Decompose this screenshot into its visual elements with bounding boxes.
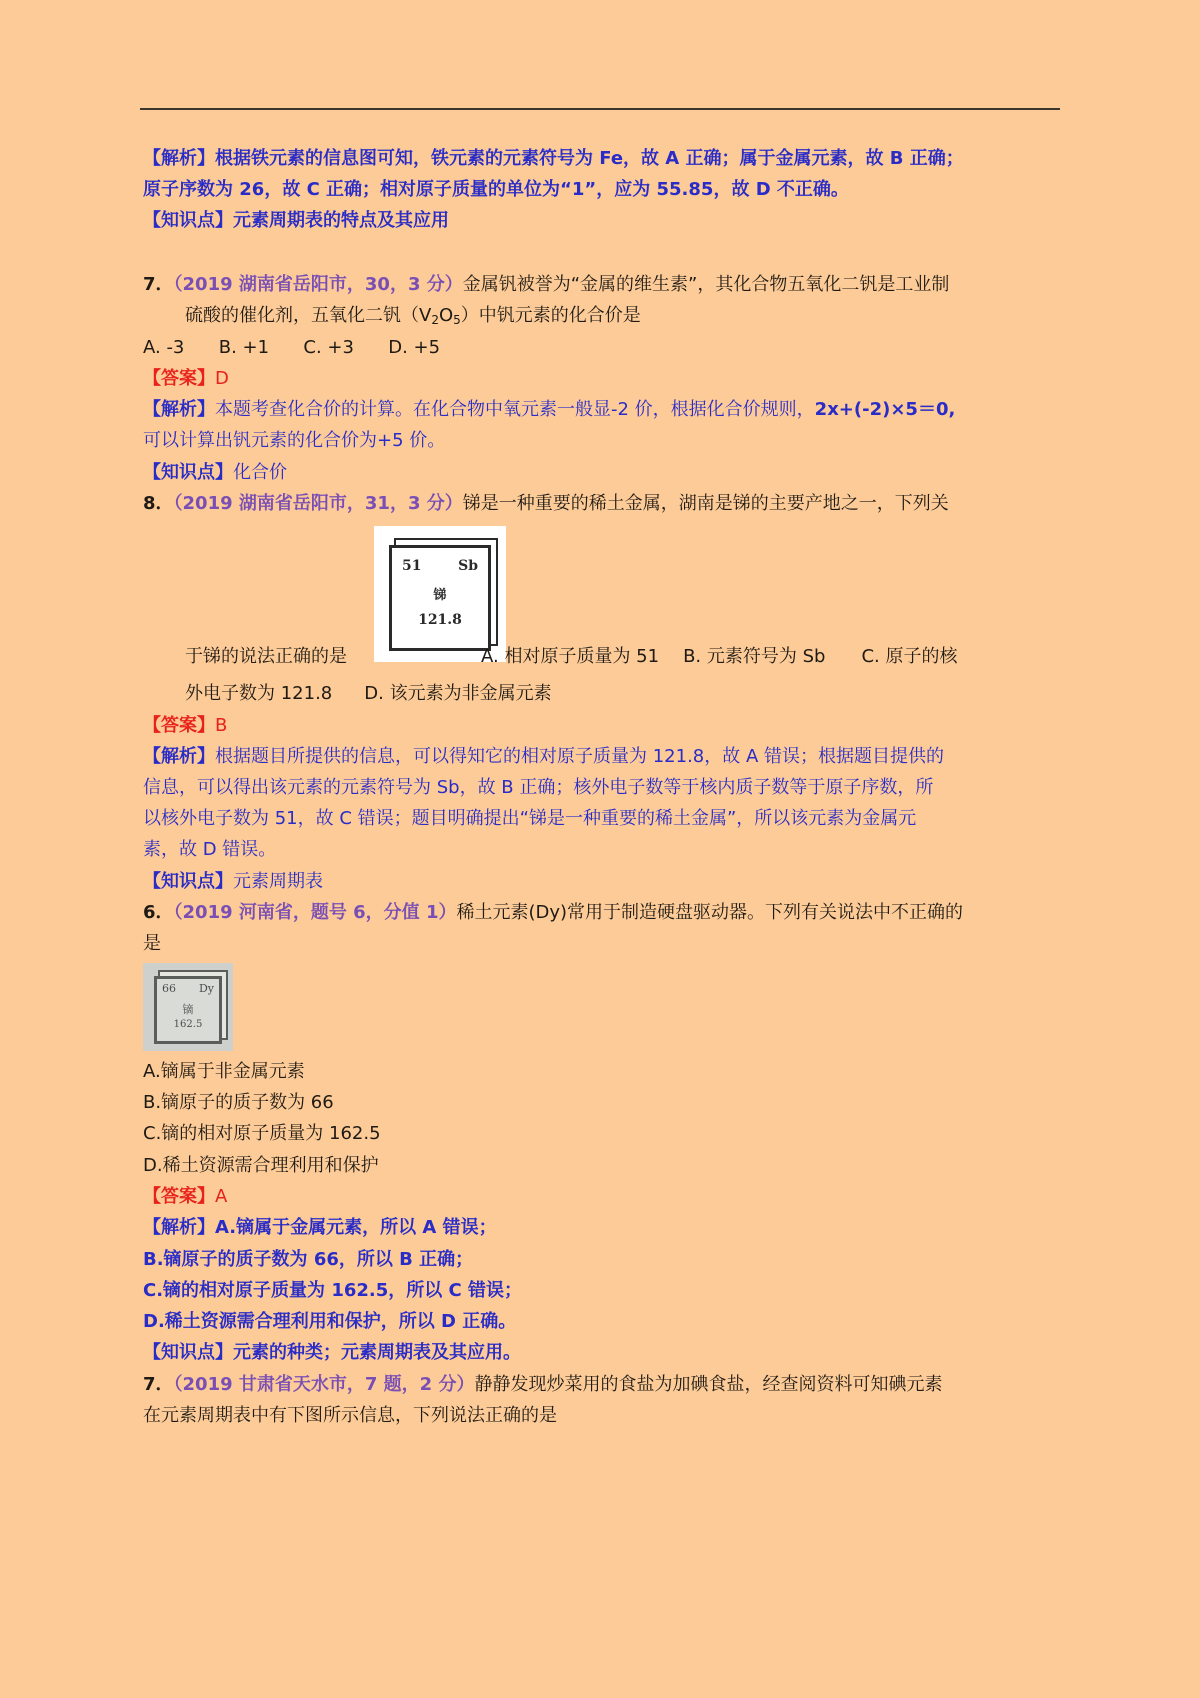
question-source: （2019 湖南省岳阳市，30，3 分）	[173, 274, 463, 295]
answer-tag: 【答案】	[143, 368, 215, 389]
question-number: 7．	[143, 1374, 174, 1395]
formula-part: O	[438, 305, 454, 326]
q7a-knowledge-line	[143, 461, 287, 485]
q6-answer-line	[143, 1185, 227, 1209]
q8-analysis-line-2: 信息，可以得出该元素的元素符号为 Sb，故 B 正确；核外电子数等于核内质子数等于原子序数，所	[143, 777, 934, 798]
q7b-stem-line-2: 在元素周期表中有下图所示信息，下列说法正确的是	[143, 1405, 557, 1426]
q8-analysis-line-1	[143, 745, 944, 769]
element-cube	[389, 545, 491, 651]
question-stem: 金属钒被誉为“金属的维生素”，其化合物五氧化二钒是工业制	[462, 274, 950, 295]
q8-analysis-line-3: 以核外电子数为 51，故 C 错误；题目明确提出“锑是一种重要的稀土金属”，所以该元素为金属元	[143, 808, 917, 829]
question-stem: 稀土元素(Dy)常用于制造硬盘驱动器。下列有关说法中不正确的	[456, 902, 964, 923]
q6-option-d: D.稀土资源需合理利用和保护	[143, 1155, 379, 1176]
q6-knowledge-line	[143, 1341, 521, 1365]
analysis-text: 本题考查化合价的计算。在化合物中氧元素一般显-2 价，根据化合价规则，	[215, 399, 815, 420]
element-name: 锑	[433, 588, 447, 603]
analysis-equation: 2x+(-2)×5＝0,	[814, 399, 956, 420]
analysis-tag: 【解析】	[143, 399, 215, 420]
q6-analysis-line-1	[143, 1216, 497, 1240]
q6-option-a: A.镝属于非金属元素	[143, 1061, 305, 1082]
stem-text: 硫酸的催化剂，五氧化二钒（V	[185, 305, 432, 326]
analysis-text: A.镝属于金属元素，所以 A 错误；	[215, 1217, 497, 1238]
question-source: （2019 河南省，题号 6，分值 1）	[173, 902, 457, 923]
atomic-number: 66	[162, 982, 176, 995]
element-symbol: Sb	[458, 558, 478, 574]
answer-value: A	[215, 1186, 228, 1207]
q6-stem-line-1	[143, 901, 963, 925]
knowledge-text: 元素周期表的特点及其应用	[233, 210, 449, 231]
analysis-tag: 【解析】	[143, 746, 215, 767]
option-c: C. 原子的核	[861, 646, 958, 667]
q6-stem-line-2: 是	[143, 933, 161, 954]
subscript: 5	[453, 313, 461, 327]
q6-analysis-line-2: B.镝原子的质子数为 66，所以 B 正确；	[143, 1249, 474, 1270]
question-number: 8．	[143, 493, 174, 514]
knowledge-text: 元素周期表	[233, 871, 323, 892]
q6-option-c: C.镝的相对原子质量为 162.5	[143, 1123, 381, 1144]
q7a-stem-line-2	[185, 304, 641, 332]
stem-text: ）中钒元素的化合价是	[460, 305, 641, 326]
q8-knowledge-line	[143, 870, 323, 894]
q7b-stem-line-1	[143, 1373, 942, 1397]
knowledge-tag: 【知识点】	[143, 871, 233, 892]
answer-value: D	[215, 368, 229, 389]
q6-option-b: B.镝原子的质子数为 66	[143, 1092, 334, 1113]
subscript: 2	[431, 313, 439, 327]
question-stem: 锑是一种重要的稀土金属，湖南是锑的主要产地之一，下列关	[462, 493, 949, 514]
analysis-tag: 【解析】	[143, 148, 215, 169]
knowledge-tag: 【知识点】	[143, 462, 233, 483]
q8-stem-line-1	[143, 492, 949, 516]
q8-stem-line-2	[185, 645, 957, 669]
q6-analysis-line-3: C.镝的相对原子质量为 162.5，所以 C 错误；	[143, 1280, 522, 1301]
element-name: 镝	[182, 1003, 194, 1016]
knowledge-text: 元素的种类；元素周期表及其应用。	[233, 1342, 521, 1363]
q7a-options: A. -3 B. +1 C. +3 D. +5	[143, 337, 441, 358]
q7a-stem-line-1	[143, 273, 949, 297]
q7a-analysis-line-2: 可以计算出钒元素的化合价为+5 价。	[143, 430, 446, 451]
atomic-mass: 121.8	[418, 612, 462, 628]
question-source: （2019 甘肃省天水市，7 题，2 分）	[173, 1374, 475, 1395]
antimony-element-tile	[374, 526, 506, 662]
prev-knowledge-line	[143, 209, 449, 233]
analysis-tag: 【解析】	[143, 1217, 215, 1238]
knowledge-tag: 【知识点】	[143, 1342, 233, 1363]
answer-tag: 【答案】	[143, 1186, 215, 1207]
question-number: 6．	[143, 902, 174, 923]
analysis-text: 根据铁元素的信息图可知，铁元素的元素符号为 Fe，故 A 正确；属于金属元素，故 B 正确；	[215, 148, 964, 169]
question-source: （2019 湖南省岳阳市，31，3 分）	[173, 493, 463, 514]
element-symbol: Dy	[198, 982, 214, 995]
answer-tag: 【答案】	[143, 715, 215, 736]
prev-analysis-line-2: 原子序数为 26，故 C 正确；相对原子质量的单位为“1”，应为 55.85，故 D 不正确。	[143, 179, 849, 200]
option-a: A. 相对原子质量为 51	[481, 646, 660, 667]
answer-value: B	[215, 715, 228, 736]
dysprosium-element-tile	[143, 963, 233, 1051]
atomic-mass: 162.5	[173, 1019, 203, 1030]
prev-analysis-line-1	[143, 147, 964, 171]
q8-answer-line	[143, 714, 227, 738]
q8-options-line-2	[185, 682, 552, 706]
question-number: 7．	[143, 274, 174, 295]
knowledge-text: 化合价	[233, 462, 287, 483]
q8-analysis-line-4: 素，故 D 错误。	[143, 839, 277, 860]
q6-analysis-line-4: D.稀土资源需合理利用和保护，所以 D 正确。	[143, 1311, 517, 1332]
analysis-text: 根据题目所提供的信息，可以得知它的相对原子质量为 121.8，故 A 错误；根据题目提供的	[215, 746, 945, 767]
atomic-number: 51	[402, 558, 422, 574]
knowledge-tag: 【知识点】	[143, 210, 233, 231]
q7a-analysis-line-1	[143, 398, 955, 422]
option-b: B. 元素符号为 Sb	[683, 646, 826, 667]
option-d: D. 该元素为非金属元素	[364, 683, 552, 704]
q7a-answer-line	[143, 367, 229, 391]
stem-text: 于锑的说法正确的是	[185, 646, 347, 667]
option-c-cont: 外电子数为 121.8	[185, 683, 333, 704]
question-stem: 静静发现炒菜用的食盐为加碘食盐，经查阅资料可知碘元素	[474, 1374, 943, 1395]
element-cube	[154, 976, 222, 1044]
header-rule	[140, 108, 1060, 110]
